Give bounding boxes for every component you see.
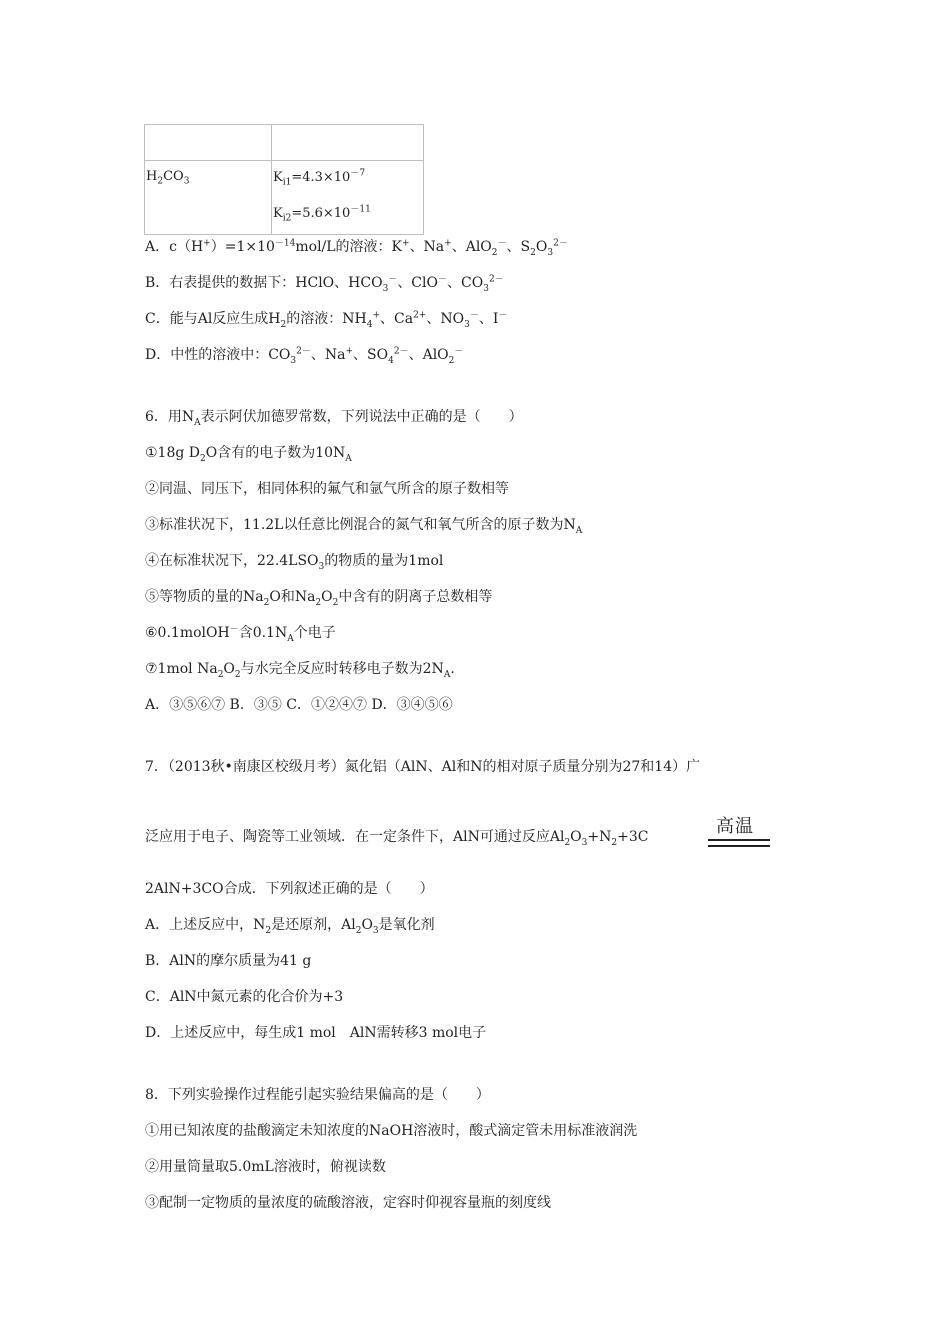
ka-values-cell [272, 161, 424, 235]
q7-option-b: B．AlN的摩尔质量为41 g [145, 953, 312, 969]
q6-statement-5: ⑤等物质的量的$Na_2O$和$Na_2O_2$中含有的阴离子总数相等 [145, 589, 493, 608]
q6-statement-2: ②同温、同压下，相同体积的氟气和氩气所含的原子数相等 [145, 481, 509, 497]
acid-formula-cell: $H_2CO_3$ [145, 161, 272, 235]
q5-option-a: A．$c(H^+)=1\times 10^{-14}mol/L$的溶液：K+、Na+、AlO$_2$－、$S_2O_3^{2-}$ [145, 238, 568, 258]
q8-statement-1: ①用已知浓度的盐酸滴定未知浓度的NaOH溶液时，酸式滴定管未用标准液润洗 [145, 1123, 638, 1139]
equals-bar-bottom [708, 845, 770, 847]
q5-option-b: B．右表提供的数据下：HClO、$HCO_3^-$、ClO－、$CO_3^{2-}$ [145, 274, 504, 294]
table-header-cell [272, 125, 424, 161]
q6-stem: 6．用$N_A$表示阿伏加德罗常数，下列说法中正确的是（ ） [145, 409, 523, 428]
q5-option-d: D．中性的溶液中：$CO_3^{2-}$、Na+、$SO_4^{2-}$、AlO$_2$－ [145, 346, 464, 366]
q8-statement-3: ③配制一定物质的量浓度的硫酸溶液，定容时仰视容量瓶的刻度线 [145, 1195, 551, 1211]
q7-option-d: D．上述反应中，每生成1 mol AlN需转移3 mol电子 [145, 1025, 487, 1041]
reaction-equals-sign [708, 812, 770, 852]
q6-statement-4: ④在标准状况下，$22.4LSO_3$的物质的量为1mol [145, 553, 444, 572]
table-header-cell [145, 125, 272, 161]
q6-statement-1: ①18g $D_2O$含有的电子数为$10N_A$ [145, 445, 352, 464]
ka2-value: $K_{i2}=5.6\times 10^{-11}$ [273, 204, 371, 224]
ka1-value: $K_{i1}=4.3\times 10^{-7}$ [273, 168, 366, 188]
q5-option-c: C．能与Al反应生成$H_2$的溶液：$NH_4^+$、$Ca^{2+}$、$NO_3^-$、I－ [145, 310, 508, 330]
q7-option-a: A．上述反应中，$N_2$是还原剂，$Al_2O_3$是氧化剂 [145, 917, 435, 936]
q7-option-c: C．AlN中氮元素的化合价为+3 [145, 989, 344, 1005]
q7-stem-line-1: 7．（2013秋•南康区校级月考）氮化铝（AlN、Al和N的相对原子质量分别为27和14）广 [145, 759, 701, 775]
ionization-constant-table [144, 124, 424, 235]
q7-stem-line-2: 泛应用于电子、陶瓷等工业领域．在一定条件下，AlN可通过反应$Al_2O_3+N_2+3C$ [145, 829, 649, 848]
equals-bar-top [708, 839, 770, 841]
reaction-condition-label: 高温 [716, 816, 754, 837]
q6-statement-6: ⑥0.1molOH－含$0.1N_A$个电子 [145, 624, 336, 644]
q6-options: A．③⑤⑥⑦ B．③⑤ C．①②④⑦ D．③④⑤⑥ [145, 697, 453, 713]
q8-stem: 8．下列实验操作过程能引起实验结果偏高的是（ ） [145, 1087, 490, 1103]
q7-stem-line-3: 2AlN+3CO合成．下列叙述正确的是（ ） [145, 881, 434, 897]
q6-statement-3: ③标准状况下，11.2L以任意比例混合的氮气和氧气所含的原子数为$N_A$ [145, 517, 583, 536]
q8-statement-2: ②用量筒量取5.0mL溶液时，俯视读数 [145, 1159, 386, 1175]
q6-statement-7: ⑦1mol $Na_2O_2$与水完全反应时转移电子数为$2N_A$. [145, 661, 455, 680]
